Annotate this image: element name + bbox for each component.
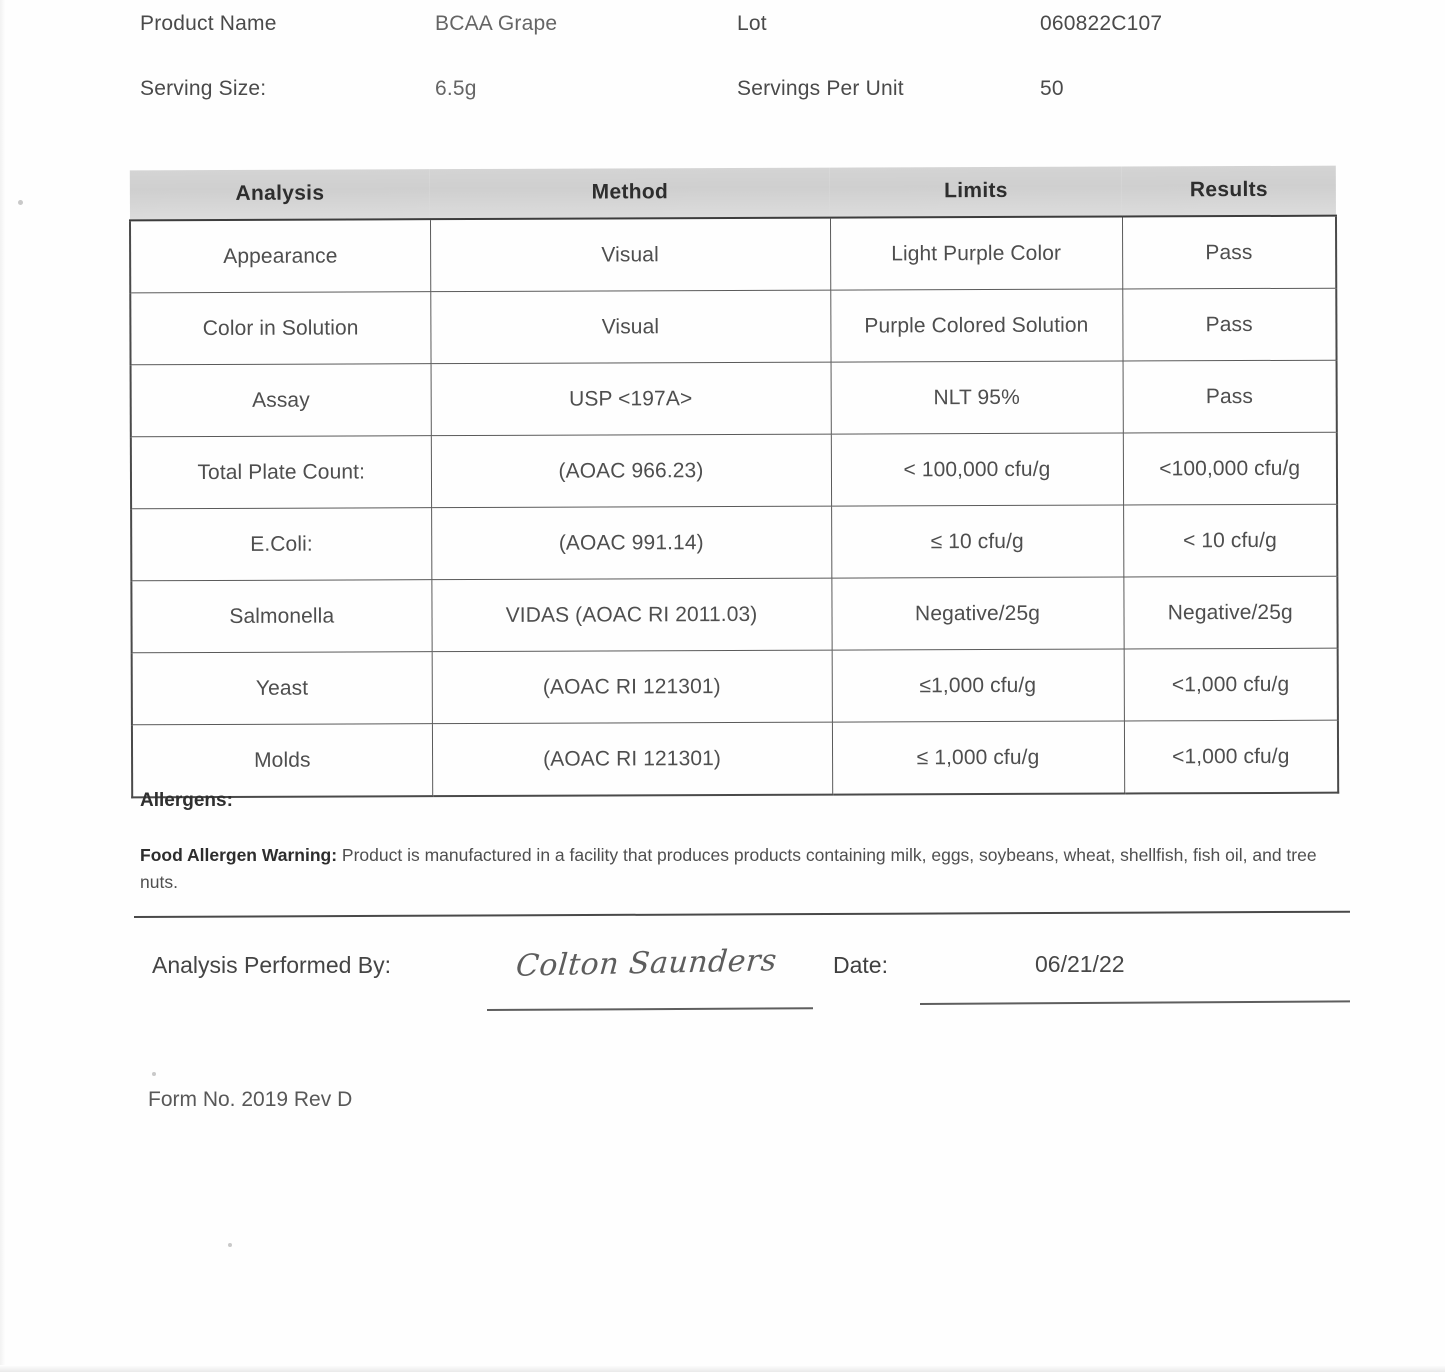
date-value: 06/21/22	[1035, 951, 1125, 977]
header-row-serving	[0, 77, 1445, 117]
cell-analysis: Salmonella	[131, 580, 431, 653]
column-header-method: Method	[430, 168, 830, 220]
cell-limits: ≤1,000 cfu/g	[832, 649, 1124, 722]
cell-analysis: Color in Solution	[130, 292, 430, 365]
cell-method: (AOAC 991.14)	[431, 506, 831, 580]
cell-limits: < 100,000 cfu/g	[831, 433, 1123, 506]
food-allergen-warning	[140, 842, 1348, 896]
table-row	[132, 720, 1338, 797]
table-body	[130, 216, 1338, 798]
cell-method: (AOAC 966.23)	[431, 434, 831, 508]
form-number: Form No. 2019 Rev D	[148, 1088, 353, 1111]
cell-results: Pass	[1123, 360, 1337, 433]
cell-analysis: Molds	[132, 724, 432, 798]
product-name-label: Product Name	[140, 12, 277, 35]
cell-method: VIDAS (AOAC RI 2011.03)	[431, 578, 831, 652]
cell-results: <1,000 cfu/g	[1124, 648, 1338, 721]
cell-limits: Negative/25g	[831, 577, 1123, 650]
column-header-results: Results	[1122, 166, 1336, 217]
analysis-performed-by-label: Analysis Performed By:	[152, 952, 392, 978]
date-underline	[920, 1000, 1350, 1005]
section-divider-rule	[134, 911, 1350, 918]
table-header	[130, 166, 1336, 221]
servings-per-unit-label: Servings Per Unit	[737, 77, 904, 100]
table-row	[130, 288, 1336, 365]
table-row	[131, 432, 1337, 509]
date-label: Date:	[833, 952, 888, 978]
allergens-heading: Allergens:	[140, 790, 233, 811]
table-row	[131, 576, 1337, 653]
cell-limits: NLT 95%	[831, 361, 1123, 434]
cell-results: <100,000 cfu/g	[1123, 432, 1337, 505]
serving-size-label: Serving Size:	[140, 77, 267, 100]
lot-label: Lot	[737, 12, 767, 35]
table-header-row	[130, 166, 1336, 221]
cell-limits: Purple Colored Solution	[830, 289, 1122, 362]
allergen-warning-text: Product is manufactured in a facility that produces products containing milk, eggs, soybeans, wheat, shellfish, fish oil, and tree nuts.	[140, 845, 1317, 893]
header-row-product	[0, 12, 1445, 52]
cell-results: <1,000 cfu/g	[1124, 720, 1338, 793]
scan-edge-artifact-left	[0, 0, 6, 1372]
signature-underline	[487, 1007, 813, 1011]
cell-method: USP <197A>	[431, 362, 831, 436]
cell-limits: ≤ 10 cfu/g	[831, 505, 1123, 578]
cell-results: Negative/25g	[1123, 576, 1337, 649]
cell-method: Visual	[430, 218, 830, 292]
cell-analysis: Appearance	[130, 219, 430, 293]
analysis-results-table	[129, 166, 1339, 799]
scan-edge-artifact-bottom	[0, 1365, 1445, 1372]
table-row	[132, 648, 1338, 725]
lot-value: 060822C107	[1040, 12, 1163, 35]
allergen-warning-label: Food Allergen Warning:	[140, 845, 338, 865]
column-header-limits: Limits	[830, 167, 1122, 218]
cell-limits: ≤ 1,000 cfu/g	[832, 721, 1124, 795]
cell-analysis: E.Coli:	[131, 508, 431, 581]
table-row	[131, 360, 1337, 437]
serving-size-value: 6.5g	[435, 77, 477, 100]
cell-method: (AOAC RI 121301)	[432, 722, 832, 796]
scan-speck	[228, 1243, 232, 1247]
cell-method: (AOAC RI 121301)	[432, 650, 832, 724]
cell-method: Visual	[430, 290, 830, 364]
cell-limits: Light Purple Color	[830, 217, 1122, 291]
cell-analysis: Yeast	[132, 652, 432, 725]
table-row	[131, 504, 1337, 581]
column-header-analysis: Analysis	[130, 169, 430, 220]
product-name-value: BCAA Grape	[435, 12, 558, 35]
servings-per-unit-value: 50	[1040, 77, 1064, 100]
cell-results: < 10 cfu/g	[1123, 504, 1337, 577]
cell-analysis: Total Plate Count:	[131, 436, 431, 509]
scan-speck	[18, 200, 23, 205]
signature-value: Colton Saunders	[514, 943, 779, 984]
cell-analysis: Assay	[131, 364, 431, 437]
cell-results: Pass	[1122, 288, 1336, 361]
table-row	[130, 216, 1336, 293]
scan-speck	[152, 1072, 156, 1076]
cell-results: Pass	[1122, 216, 1336, 289]
